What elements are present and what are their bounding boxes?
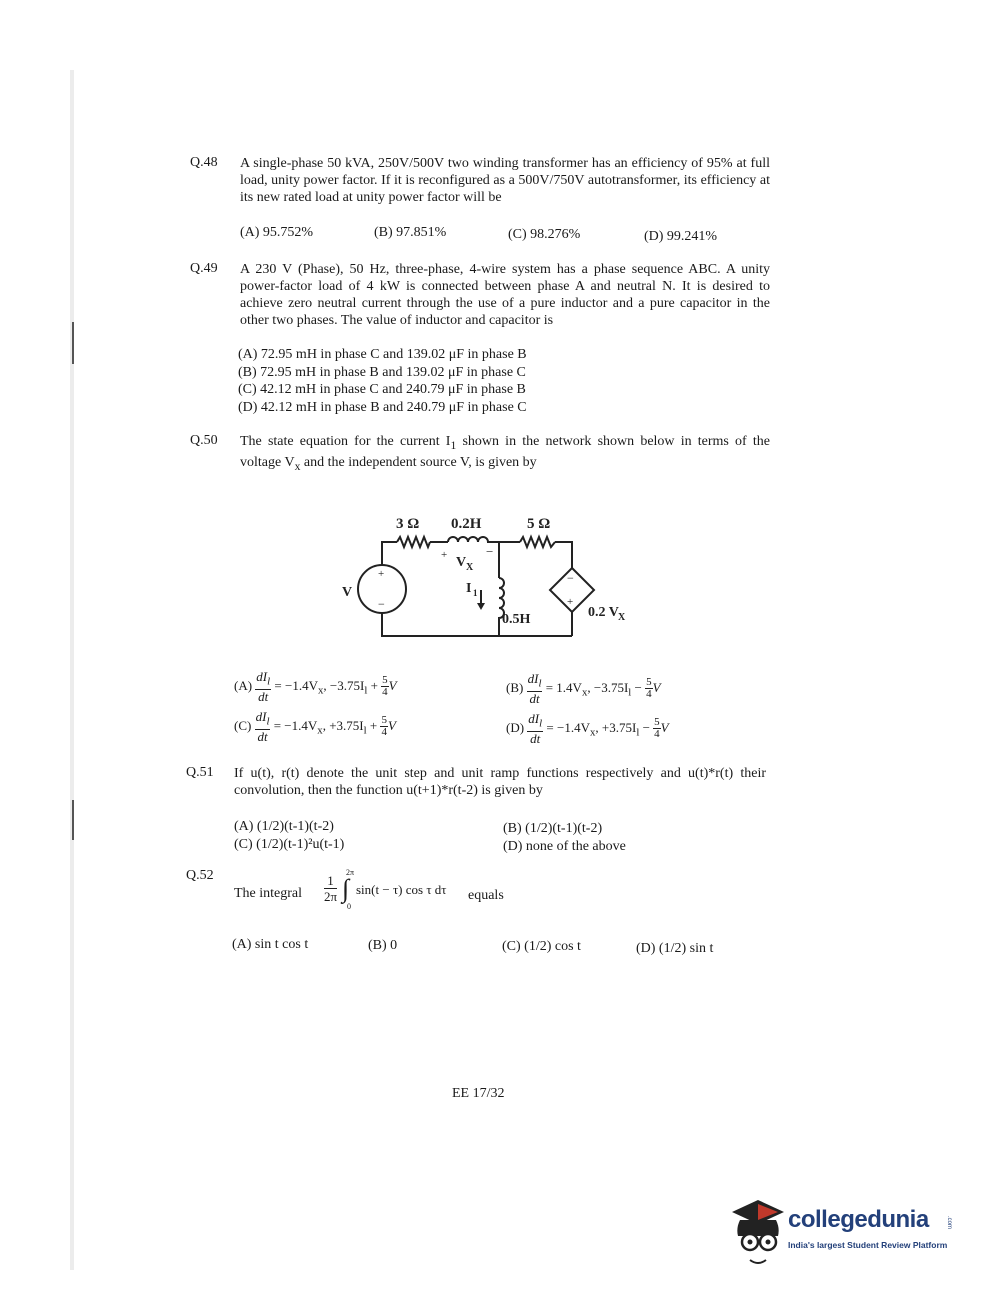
l2-label: 0.5H xyxy=(502,612,531,627)
question-text: If u(t), r(t) denote the unit step and unit ramp functions respectively and u(t)*r(t) their convolution, then the function u(t+1)*r(t-2) is given by xyxy=(234,766,766,798)
r1-label: 3 Ω xyxy=(396,516,420,532)
question-text: The state equation for the current $I_1$ shown in the network shown below in terms of the voltage $V_x$ and the independent source V, is given by xyxy=(240,434,771,473)
vx-subscript: X xyxy=(466,562,474,573)
option-b: (B) 0 xyxy=(368,938,398,953)
option-a: (A) sin t cos t xyxy=(232,937,309,952)
brand-tagline: India's largest Student Review Platform xyxy=(788,1240,948,1250)
option-b: (B) 97.851% xyxy=(374,225,447,240)
r2-label: 5 Ω xyxy=(527,516,551,532)
brand-name: collegedunia xyxy=(788,1206,929,1233)
option-d: (D) 99.241% xyxy=(644,229,718,244)
option-a: (A) 72.95 mH in phase C and 139.02 μF in phase B xyxy=(238,347,527,362)
question-number: Q.48 xyxy=(190,155,218,170)
option-a: (A) 95.752% xyxy=(240,225,314,240)
q51-options-left xyxy=(234,818,344,853)
dep-plus: + xyxy=(567,596,574,608)
question-number: Q.49 xyxy=(190,261,218,276)
question-number: Q.51 xyxy=(186,765,214,780)
vx-label: V xyxy=(456,555,467,570)
i1-label: I xyxy=(466,581,472,596)
question-number-52: Q.52 xyxy=(186,868,214,883)
collegedunia-logo xyxy=(728,1198,958,1268)
source-plus: + xyxy=(378,568,385,580)
option-c: (C) (1/2) cos t xyxy=(502,939,581,954)
brand-domain: .com xyxy=(946,1216,952,1230)
mascot-icon xyxy=(728,1198,788,1268)
option-d: (D) none of the above xyxy=(503,838,626,854)
option-c: (C) 42.12 mH in phase C and 240.79 μF in phase B xyxy=(238,382,526,397)
dep-source-subscript: X xyxy=(618,612,626,623)
source-minus: − xyxy=(378,597,385,611)
i1-subscript: 1 xyxy=(473,588,478,598)
question-text: A 230 V (Phase), 50 Hz, three-phase, 4-wire system has a phase sequence ABC. A unity power-factor load of 4 kW is connected between phase A and neutral N. It is desired to achieve zero neutral current through the use of a pure inductor and a pure capacitor in the other two phases. The value of inductor and capacitor is xyxy=(240,262,770,328)
option-d: (D) (1/2) sin t xyxy=(636,941,714,956)
option-a: (A) (1/2)(t-1)(t-2) xyxy=(234,819,334,834)
question-text: A single-phase 50 kVA, 250V/500V two winding transformer has an efficiency of 95% at full load, unity power factor. If it is reconfigured as a 500V/750V autotransformer, its efficiency at its new rated load at unity power factor will be xyxy=(240,156,770,205)
option-c: (C) (1/2)(t-1)²u(t-1) xyxy=(234,836,345,852)
vx-plus: + xyxy=(441,549,448,561)
option-d: (D) 42.12 mH in phase B and 240.79 μF in phase C xyxy=(238,399,527,415)
q50-option-d: (D) $\frac{dI_l}{dt}$ = $-1.4V_x$, $+3.75I_l$ − $\frac{5}{4}$ V xyxy=(506,711,669,746)
q50-option-b: (B) $\frac{dI_l}{dt}$ = $1.4V_x$, $-3.75I_l$ − $\frac{5}{4}$ V xyxy=(506,671,661,706)
q50-option-c: (C) $\frac{dI_l}{dt}$ = $-1.4V_x$, $+3.75I_l$ + $\frac{5}{4}$ V xyxy=(234,709,396,744)
dep-source-label: 0.2 V xyxy=(588,605,619,620)
vx-minus: − xyxy=(486,544,494,559)
l1-label: 0.2H xyxy=(451,516,482,532)
q50-option-a: (A) $\frac{dI_l}{dt}$ = $-1.4V_x$, $-3.75I_l$ + $\frac{5}{4}$ V xyxy=(234,669,397,704)
source-label: V xyxy=(342,585,353,600)
page-footer: EE 17/32 xyxy=(452,1086,505,1101)
question-51 xyxy=(186,765,766,799)
question-number: Q.50 xyxy=(190,433,218,448)
dep-minus: − xyxy=(567,571,574,585)
option-c: (C) 98.276% xyxy=(508,227,581,242)
option-b: (B) (1/2)(t-1)(t-2) xyxy=(503,821,603,836)
q51-options-right xyxy=(503,820,626,855)
option-b: (B) 72.95 mH in phase B and 139.02 μF in phase C xyxy=(238,364,526,380)
